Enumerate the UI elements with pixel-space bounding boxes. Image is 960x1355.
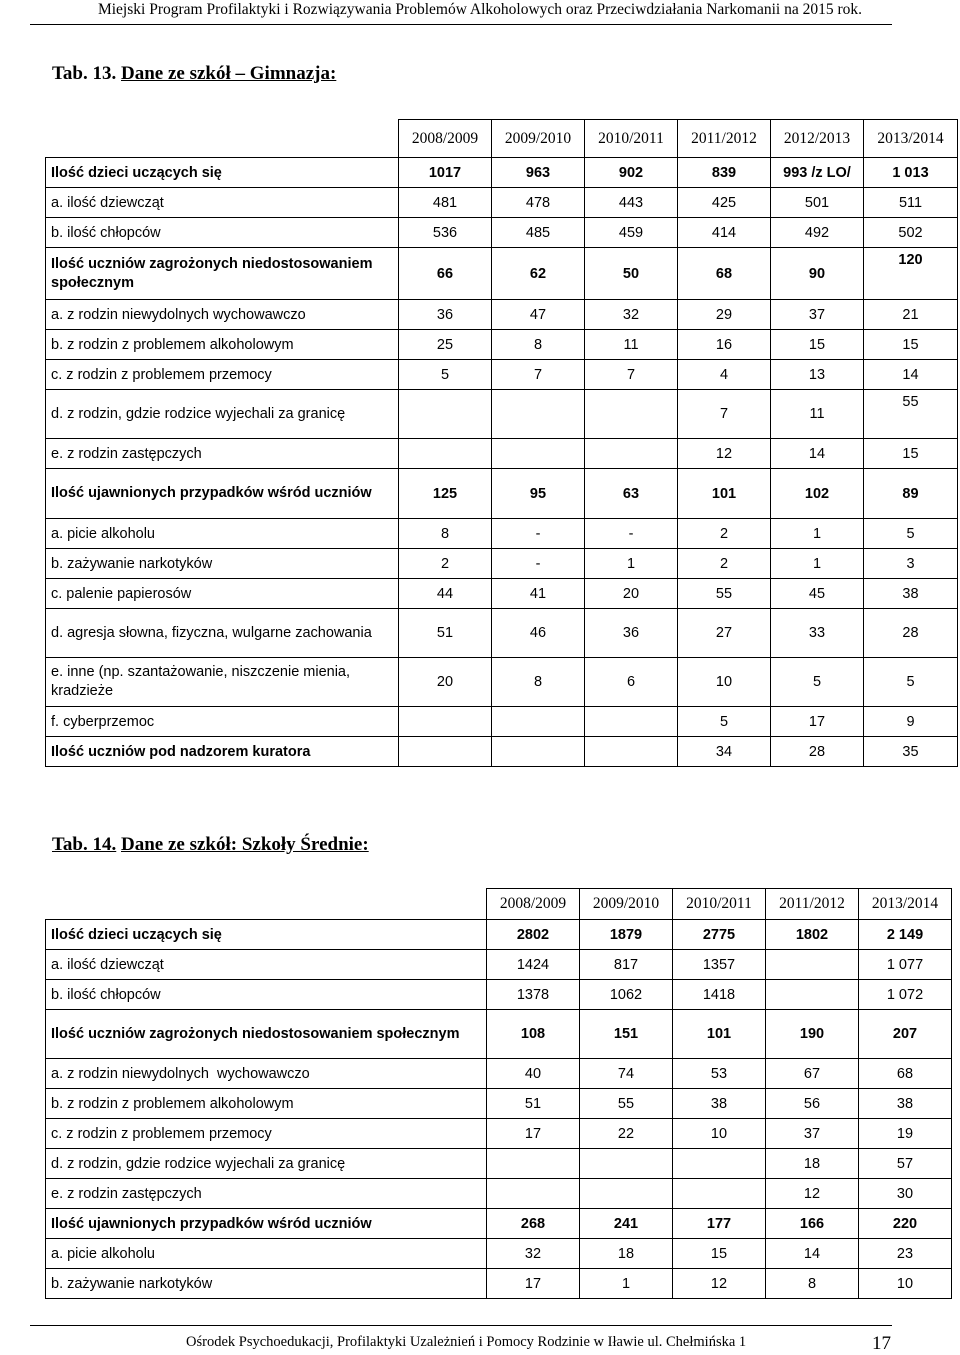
cell: 38 bbox=[859, 1089, 952, 1119]
table-corner bbox=[46, 120, 399, 158]
table14-caption bbox=[52, 834, 369, 856]
table-row bbox=[46, 707, 958, 737]
cell: 29 bbox=[678, 300, 771, 330]
row-label: a. z rodzin niewydolnych wychowawczo bbox=[46, 300, 399, 330]
table14-header-row bbox=[46, 889, 952, 920]
cell: 5 bbox=[864, 519, 958, 549]
table-row bbox=[46, 1209, 952, 1239]
cell: 2 bbox=[399, 549, 492, 579]
cell: 51 bbox=[487, 1089, 580, 1119]
cell: 1 bbox=[771, 549, 864, 579]
table-row bbox=[46, 158, 958, 188]
cell: 47 bbox=[492, 300, 585, 330]
cell: 68 bbox=[859, 1059, 952, 1089]
row-label: Ilość dzieci uczących się bbox=[46, 920, 487, 950]
row-label: Ilość dzieci uczących się bbox=[46, 158, 399, 188]
cell: 817 bbox=[580, 950, 673, 980]
cell: 5 bbox=[678, 707, 771, 737]
cell: 151 bbox=[580, 1010, 673, 1059]
cell: 35 bbox=[864, 737, 958, 767]
table-row bbox=[46, 360, 958, 390]
cell: 55 bbox=[864, 390, 958, 439]
row-label: Ilość uczniów zagrożonych niedostosowaniem społecznym bbox=[46, 1010, 487, 1059]
row-label: c. palenie papierosów bbox=[46, 579, 399, 609]
row-label: Ilość ujawnionych przypadków wśród uczniów bbox=[46, 1209, 487, 1239]
cell: 1802 bbox=[766, 920, 859, 950]
cell: 1418 bbox=[673, 980, 766, 1010]
cell: 63 bbox=[585, 469, 678, 519]
table-row bbox=[46, 1089, 952, 1119]
year-header: 2009/2010 bbox=[492, 120, 585, 158]
header-rule bbox=[30, 24, 892, 25]
cell: 1 077 bbox=[859, 950, 952, 980]
cell: 28 bbox=[864, 609, 958, 658]
cell: 90 bbox=[771, 248, 864, 300]
row-label: f. cyberprzemoc bbox=[46, 707, 399, 737]
cell: 20 bbox=[399, 658, 492, 707]
cell: 62 bbox=[492, 248, 585, 300]
cell: 1 bbox=[771, 519, 864, 549]
cell: 45 bbox=[771, 579, 864, 609]
cell: 902 bbox=[585, 158, 678, 188]
cell: 1017 bbox=[399, 158, 492, 188]
cell: 1378 bbox=[487, 980, 580, 1010]
cell: 166 bbox=[766, 1209, 859, 1239]
footer-rule bbox=[30, 1325, 892, 1326]
cell: 425 bbox=[678, 188, 771, 218]
cell bbox=[399, 707, 492, 737]
cell: 839 bbox=[678, 158, 771, 188]
cell: 15 bbox=[771, 330, 864, 360]
table14 bbox=[45, 888, 952, 1299]
cell: 17 bbox=[771, 707, 864, 737]
table-row bbox=[46, 658, 958, 707]
cell: 11 bbox=[585, 330, 678, 360]
page-footer: Ośrodek Psychoedukacji, Profilaktyki Uzależnień i Pomocy Rodzinie w Iławie ul. Chełmińska 1 bbox=[186, 1334, 747, 1350]
cell: 36 bbox=[399, 300, 492, 330]
cell: 8 bbox=[766, 1269, 859, 1299]
cell bbox=[399, 390, 492, 439]
cell bbox=[487, 1149, 580, 1179]
year-header: 2010/2011 bbox=[673, 889, 766, 920]
row-label: b. zażywanie narkotyków bbox=[46, 549, 399, 579]
row-label: a. ilość dziewcząt bbox=[46, 950, 487, 980]
table-row bbox=[46, 188, 958, 218]
row-label: b. zażywanie narkotyków bbox=[46, 1269, 487, 1299]
cell: 10 bbox=[678, 658, 771, 707]
cell: 108 bbox=[487, 1010, 580, 1059]
table-row bbox=[46, 950, 952, 980]
cell: 1 bbox=[580, 1269, 673, 1299]
cell: 2 149 bbox=[859, 920, 952, 950]
cell: 23 bbox=[859, 1239, 952, 1269]
cell: 485 bbox=[492, 218, 585, 248]
cell: 40 bbox=[487, 1059, 580, 1089]
table-row bbox=[46, 330, 958, 360]
table13-caption-number: Tab. 13. bbox=[52, 63, 117, 84]
cell bbox=[492, 707, 585, 737]
cell: 14 bbox=[771, 439, 864, 469]
table-row bbox=[46, 1149, 952, 1179]
cell: 13 bbox=[771, 360, 864, 390]
table-row bbox=[46, 519, 958, 549]
row-label: Ilość uczniów zagrożonych niedostosowaniem społecznym bbox=[46, 248, 399, 300]
cell: 53 bbox=[673, 1059, 766, 1089]
cell bbox=[585, 707, 678, 737]
cell: 5 bbox=[864, 658, 958, 707]
cell: 1357 bbox=[673, 950, 766, 980]
cell: 15 bbox=[673, 1239, 766, 1269]
cell: - bbox=[492, 519, 585, 549]
cell: 55 bbox=[678, 579, 771, 609]
cell: 1 013 bbox=[864, 158, 958, 188]
cell: 30 bbox=[859, 1179, 952, 1209]
cell: 38 bbox=[673, 1089, 766, 1119]
table-row bbox=[46, 609, 958, 658]
cell: 7 bbox=[678, 390, 771, 439]
cell: 1 072 bbox=[859, 980, 952, 1010]
cell: 33 bbox=[771, 609, 864, 658]
cell: 25 bbox=[399, 330, 492, 360]
cell: 492 bbox=[771, 218, 864, 248]
row-label: e. z rodzin zastępczych bbox=[46, 439, 399, 469]
cell: 963 bbox=[492, 158, 585, 188]
table-row bbox=[46, 737, 958, 767]
cell: 5 bbox=[771, 658, 864, 707]
row-label: b. ilość chłopców bbox=[46, 218, 399, 248]
cell: 12 bbox=[766, 1179, 859, 1209]
cell: 57 bbox=[859, 1149, 952, 1179]
cell: 67 bbox=[766, 1059, 859, 1089]
cell: 5 bbox=[399, 360, 492, 390]
table14-caption-title: Dane ze szkół: Szkoły Średnie: bbox=[121, 834, 369, 855]
cell: 177 bbox=[673, 1209, 766, 1239]
cell: 22 bbox=[580, 1119, 673, 1149]
cell: 2802 bbox=[487, 920, 580, 950]
cell: 101 bbox=[678, 469, 771, 519]
cell: 41 bbox=[492, 579, 585, 609]
year-header: 2011/2012 bbox=[766, 889, 859, 920]
cell: 14 bbox=[864, 360, 958, 390]
year-header: 2008/2009 bbox=[399, 120, 492, 158]
cell: 101 bbox=[673, 1010, 766, 1059]
cell: 37 bbox=[766, 1119, 859, 1149]
cell: 95 bbox=[492, 469, 585, 519]
cell: 21 bbox=[864, 300, 958, 330]
row-label: c. z rodzin z problemem przemocy bbox=[46, 360, 399, 390]
row-label: d. z rodzin, gdzie rodzice wyjechali za granicę bbox=[46, 390, 399, 439]
cell: 8 bbox=[492, 330, 585, 360]
cell bbox=[492, 390, 585, 439]
cell: 37 bbox=[771, 300, 864, 330]
row-label: a. ilość dziewcząt bbox=[46, 188, 399, 218]
cell: 2 bbox=[678, 549, 771, 579]
cell: 102 bbox=[771, 469, 864, 519]
cell: 443 bbox=[585, 188, 678, 218]
cell: 44 bbox=[399, 579, 492, 609]
cell: 11 bbox=[771, 390, 864, 439]
cell: 1424 bbox=[487, 950, 580, 980]
cell: 120 bbox=[864, 248, 958, 300]
cell: 4 bbox=[678, 360, 771, 390]
cell bbox=[585, 737, 678, 767]
table-row bbox=[46, 248, 958, 300]
cell: 993 /z LO/ bbox=[771, 158, 864, 188]
table-row bbox=[46, 1119, 952, 1149]
table13-caption-title: Dane ze szkół – Gimnazja: bbox=[121, 63, 337, 84]
cell: 28 bbox=[771, 737, 864, 767]
year-header: 2012/2013 bbox=[771, 120, 864, 158]
table13 bbox=[45, 119, 958, 767]
row-label: d. z rodzin, gdzie rodzice wyjechali za granicę bbox=[46, 1149, 487, 1179]
row-label: Ilość ujawnionych przypadków wśród uczniów bbox=[46, 469, 399, 519]
cell: 51 bbox=[399, 609, 492, 658]
cell: - bbox=[492, 549, 585, 579]
table-row bbox=[46, 549, 958, 579]
cell: 459 bbox=[585, 218, 678, 248]
cell: 27 bbox=[678, 609, 771, 658]
cell: 20 bbox=[585, 579, 678, 609]
cell bbox=[399, 439, 492, 469]
cell: 32 bbox=[585, 300, 678, 330]
cell: 190 bbox=[766, 1010, 859, 1059]
row-label: a. z rodzin niewydolnych wychowawczo bbox=[46, 1059, 487, 1089]
cell: 38 bbox=[864, 579, 958, 609]
cell: 19 bbox=[859, 1119, 952, 1149]
page-header: Miejski Program Profilaktyki i Rozwiązywania Problemów Alkoholowych oraz Przeciwdziałania Narkomanii na 2015 rok. bbox=[97, 1, 863, 18]
cell: 32 bbox=[487, 1239, 580, 1269]
cell: 478 bbox=[492, 188, 585, 218]
cell: 125 bbox=[399, 469, 492, 519]
row-label: b. z rodzin z problemem alkoholowym bbox=[46, 330, 399, 360]
table14-caption-number: Tab. 14. bbox=[52, 834, 117, 855]
table-row bbox=[46, 579, 958, 609]
cell: 2775 bbox=[673, 920, 766, 950]
table-row bbox=[46, 1269, 952, 1299]
cell: 16 bbox=[678, 330, 771, 360]
cell bbox=[580, 1179, 673, 1209]
cell: 536 bbox=[399, 218, 492, 248]
cell: 89 bbox=[864, 469, 958, 519]
row-label: a. picie alkoholu bbox=[46, 519, 399, 549]
cell bbox=[487, 1179, 580, 1209]
row-label: c. z rodzin z problemem przemocy bbox=[46, 1119, 487, 1149]
cell: 34 bbox=[678, 737, 771, 767]
row-label: a. picie alkoholu bbox=[46, 1239, 487, 1269]
table13-header-row bbox=[46, 120, 958, 158]
cell: 268 bbox=[487, 1209, 580, 1239]
row-label: e. z rodzin zastępczych bbox=[46, 1179, 487, 1209]
cell: - bbox=[585, 519, 678, 549]
cell bbox=[766, 950, 859, 980]
cell bbox=[673, 1149, 766, 1179]
cell: 56 bbox=[766, 1089, 859, 1119]
cell: 36 bbox=[585, 609, 678, 658]
row-label: e. inne (np. szantażowanie, niszczenie mienia, kradzieże bbox=[46, 658, 399, 707]
cell bbox=[585, 439, 678, 469]
cell: 18 bbox=[766, 1149, 859, 1179]
cell: 2 bbox=[678, 519, 771, 549]
row-label: Ilość uczniów pod nadzorem kuratora bbox=[46, 737, 399, 767]
cell: 1879 bbox=[580, 920, 673, 950]
cell: 1062 bbox=[580, 980, 673, 1010]
cell bbox=[399, 737, 492, 767]
table-row bbox=[46, 218, 958, 248]
cell: 15 bbox=[864, 330, 958, 360]
cell: 1 bbox=[585, 549, 678, 579]
year-header: 2010/2011 bbox=[585, 120, 678, 158]
cell: 17 bbox=[487, 1269, 580, 1299]
cell: 18 bbox=[580, 1239, 673, 1269]
cell: 511 bbox=[864, 188, 958, 218]
cell: 55 bbox=[580, 1089, 673, 1119]
cell: 414 bbox=[678, 218, 771, 248]
row-label: b. ilość chłopców bbox=[46, 980, 487, 1010]
cell: 12 bbox=[673, 1269, 766, 1299]
cell: 6 bbox=[585, 658, 678, 707]
year-header: 2013/2014 bbox=[859, 889, 952, 920]
table-row bbox=[46, 469, 958, 519]
cell bbox=[492, 737, 585, 767]
table-row bbox=[46, 439, 958, 469]
cell: 7 bbox=[585, 360, 678, 390]
row-label: d. agresja słowna, fizyczna, wulgarne zachowania bbox=[46, 609, 399, 658]
cell: 220 bbox=[859, 1209, 952, 1239]
table13-caption bbox=[52, 63, 336, 85]
year-header: 2009/2010 bbox=[580, 889, 673, 920]
cell: 481 bbox=[399, 188, 492, 218]
row-label: b. z rodzin z problemem alkoholowym bbox=[46, 1089, 487, 1119]
cell: 10 bbox=[673, 1119, 766, 1149]
cell: 7 bbox=[492, 360, 585, 390]
cell: 502 bbox=[864, 218, 958, 248]
table-row bbox=[46, 1010, 952, 1059]
cell: 207 bbox=[859, 1010, 952, 1059]
cell: 74 bbox=[580, 1059, 673, 1089]
cell: 50 bbox=[585, 248, 678, 300]
cell bbox=[492, 439, 585, 469]
cell: 501 bbox=[771, 188, 864, 218]
cell: 8 bbox=[492, 658, 585, 707]
table-corner bbox=[46, 889, 487, 920]
table-row bbox=[46, 1059, 952, 1089]
cell: 8 bbox=[399, 519, 492, 549]
cell bbox=[766, 980, 859, 1010]
table-row bbox=[46, 390, 958, 439]
year-header: 2011/2012 bbox=[678, 120, 771, 158]
cell: 12 bbox=[678, 439, 771, 469]
cell: 9 bbox=[864, 707, 958, 737]
table-row bbox=[46, 920, 952, 950]
year-header: 2008/2009 bbox=[487, 889, 580, 920]
cell: 17 bbox=[487, 1119, 580, 1149]
cell: 15 bbox=[864, 439, 958, 469]
cell: 3 bbox=[864, 549, 958, 579]
cell: 241 bbox=[580, 1209, 673, 1239]
table-row bbox=[46, 300, 958, 330]
cell: 14 bbox=[766, 1239, 859, 1269]
cell: 10 bbox=[859, 1269, 952, 1299]
cell: 68 bbox=[678, 248, 771, 300]
table-row bbox=[46, 1179, 952, 1209]
cell bbox=[585, 390, 678, 439]
table-row bbox=[46, 1239, 952, 1269]
cell bbox=[673, 1179, 766, 1209]
table-row bbox=[46, 980, 952, 1010]
cell: 66 bbox=[399, 248, 492, 300]
cell: 46 bbox=[492, 609, 585, 658]
page-number: 17 bbox=[872, 1333, 891, 1354]
cell bbox=[580, 1149, 673, 1179]
year-header: 2013/2014 bbox=[864, 120, 958, 158]
